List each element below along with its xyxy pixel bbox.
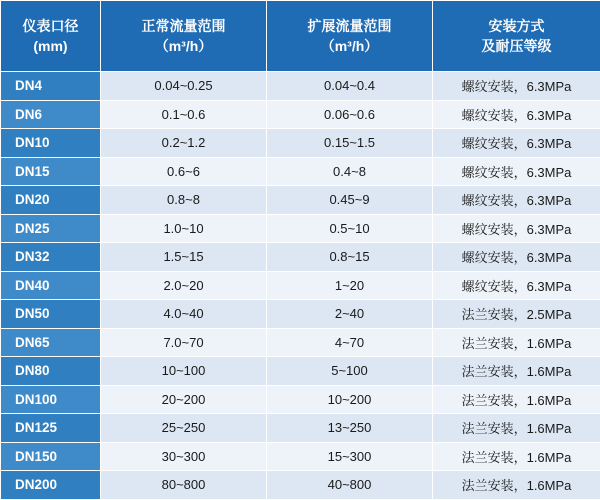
- column-header-extended-flow-line2: （m³/h）: [269, 36, 430, 56]
- cell-installation: 螺纹安装，6.3MPa: [433, 243, 600, 272]
- cell-extended-flow: 0.4~8: [267, 157, 433, 186]
- cell-installation: 螺纹安装，6.3MPa: [433, 271, 600, 300]
- cell-normal-flow: 0.1~0.6: [101, 100, 267, 129]
- table-row: [1, 186, 600, 215]
- column-header-normal-flow: [101, 1, 267, 72]
- column-header-normal-flow-line2: （m³/h）: [103, 36, 264, 56]
- cell-diameter: DN40: [1, 271, 101, 300]
- cell-normal-flow: 30~300: [101, 442, 267, 471]
- table-row: [1, 357, 600, 386]
- column-header-installation-line2: 及耐压等级: [435, 36, 598, 56]
- cell-normal-flow: 1.0~10: [101, 214, 267, 243]
- cell-extended-flow: 5~100: [267, 357, 433, 386]
- cell-normal-flow: 0.6~6: [101, 157, 267, 186]
- cell-diameter: DN200: [1, 471, 101, 500]
- cell-normal-flow: 7.0~70: [101, 328, 267, 357]
- cell-normal-flow: 4.0~40: [101, 300, 267, 329]
- cell-installation: 螺纹安装，6.3MPa: [433, 100, 600, 129]
- table-row: [1, 129, 600, 158]
- table-row: [1, 385, 600, 414]
- cell-installation: 法兰安装，1.6MPa: [433, 357, 600, 386]
- table-row: [1, 300, 600, 329]
- column-header-extended-flow: [267, 1, 433, 72]
- cell-installation: 法兰安装，2.5MPa: [433, 300, 600, 329]
- table-row: [1, 157, 600, 186]
- cell-installation: 螺纹安装，6.3MPa: [433, 186, 600, 215]
- cell-extended-flow: 0.45~9: [267, 186, 433, 215]
- cell-extended-flow: 10~200: [267, 385, 433, 414]
- cell-normal-flow: 25~250: [101, 414, 267, 443]
- cell-normal-flow: 0.2~1.2: [101, 129, 267, 158]
- cell-extended-flow: 0.5~10: [267, 214, 433, 243]
- cell-diameter: DN32: [1, 243, 101, 272]
- table-row: [1, 100, 600, 129]
- cell-diameter: DN10: [1, 129, 101, 158]
- table-row: [1, 72, 600, 101]
- cell-installation: 螺纹安装，6.3MPa: [433, 157, 600, 186]
- table-row: [1, 214, 600, 243]
- cell-installation: 法兰安装，1.6MPa: [433, 471, 600, 500]
- cell-installation: 法兰安装，1.6MPa: [433, 442, 600, 471]
- cell-diameter: DN15: [1, 157, 101, 186]
- cell-extended-flow: 0.06~0.6: [267, 100, 433, 129]
- cell-diameter: DN100: [1, 385, 101, 414]
- cell-extended-flow: 1~20: [267, 271, 433, 300]
- cell-normal-flow: 0.8~8: [101, 186, 267, 215]
- cell-diameter: DN50: [1, 300, 101, 329]
- column-header-diameter: [1, 1, 101, 72]
- table-header: [1, 1, 600, 72]
- column-header-extended-flow-line1: 扩展流量范围: [308, 18, 392, 34]
- table-body: [1, 72, 600, 500]
- cell-normal-flow: 2.0~20: [101, 271, 267, 300]
- column-header-normal-flow-line1: 正常流量范围: [142, 18, 226, 34]
- cell-diameter: DN6: [1, 100, 101, 129]
- cell-extended-flow: 0.04~0.4: [267, 72, 433, 101]
- table-row: [1, 271, 600, 300]
- cell-diameter: DN4: [1, 72, 101, 101]
- cell-normal-flow: 20~200: [101, 385, 267, 414]
- cell-extended-flow: 15~300: [267, 442, 433, 471]
- cell-extended-flow: 40~800: [267, 471, 433, 500]
- cell-extended-flow: 13~250: [267, 414, 433, 443]
- column-header-installation-line1: 安装方式: [489, 18, 545, 34]
- cell-normal-flow: 80~800: [101, 471, 267, 500]
- cell-extended-flow: 0.8~15: [267, 243, 433, 272]
- table-row: [1, 471, 600, 500]
- cell-installation: 法兰安装，1.6MPa: [433, 385, 600, 414]
- column-header-diameter-line2: (mm): [3, 36, 98, 56]
- cell-diameter: DN125: [1, 414, 101, 443]
- cell-normal-flow: 10~100: [101, 357, 267, 386]
- column-header-diameter-line1: 仪表口径: [23, 18, 79, 34]
- cell-extended-flow: 4~70: [267, 328, 433, 357]
- table-row: [1, 442, 600, 471]
- header-row: [1, 1, 600, 72]
- table-row: [1, 414, 600, 443]
- table-row: [1, 328, 600, 357]
- cell-diameter: DN25: [1, 214, 101, 243]
- cell-diameter: DN20: [1, 186, 101, 215]
- cell-diameter: DN65: [1, 328, 101, 357]
- cell-extended-flow: 2~40: [267, 300, 433, 329]
- cell-normal-flow: 1.5~15: [101, 243, 267, 272]
- cell-installation: 法兰安装，1.6MPa: [433, 414, 600, 443]
- cell-extended-flow: 0.15~1.5: [267, 129, 433, 158]
- column-header-installation: [433, 1, 600, 72]
- cell-installation: 螺纹安装，6.3MPa: [433, 129, 600, 158]
- cell-diameter: DN150: [1, 442, 101, 471]
- cell-installation: 螺纹安装，6.3MPa: [433, 72, 600, 101]
- table-row: [1, 243, 600, 272]
- cell-diameter: DN80: [1, 357, 101, 386]
- cell-installation: 螺纹安装，6.3MPa: [433, 214, 600, 243]
- cell-installation: 法兰安装，1.6MPa: [433, 328, 600, 357]
- cell-normal-flow: 0.04~0.25: [101, 72, 267, 101]
